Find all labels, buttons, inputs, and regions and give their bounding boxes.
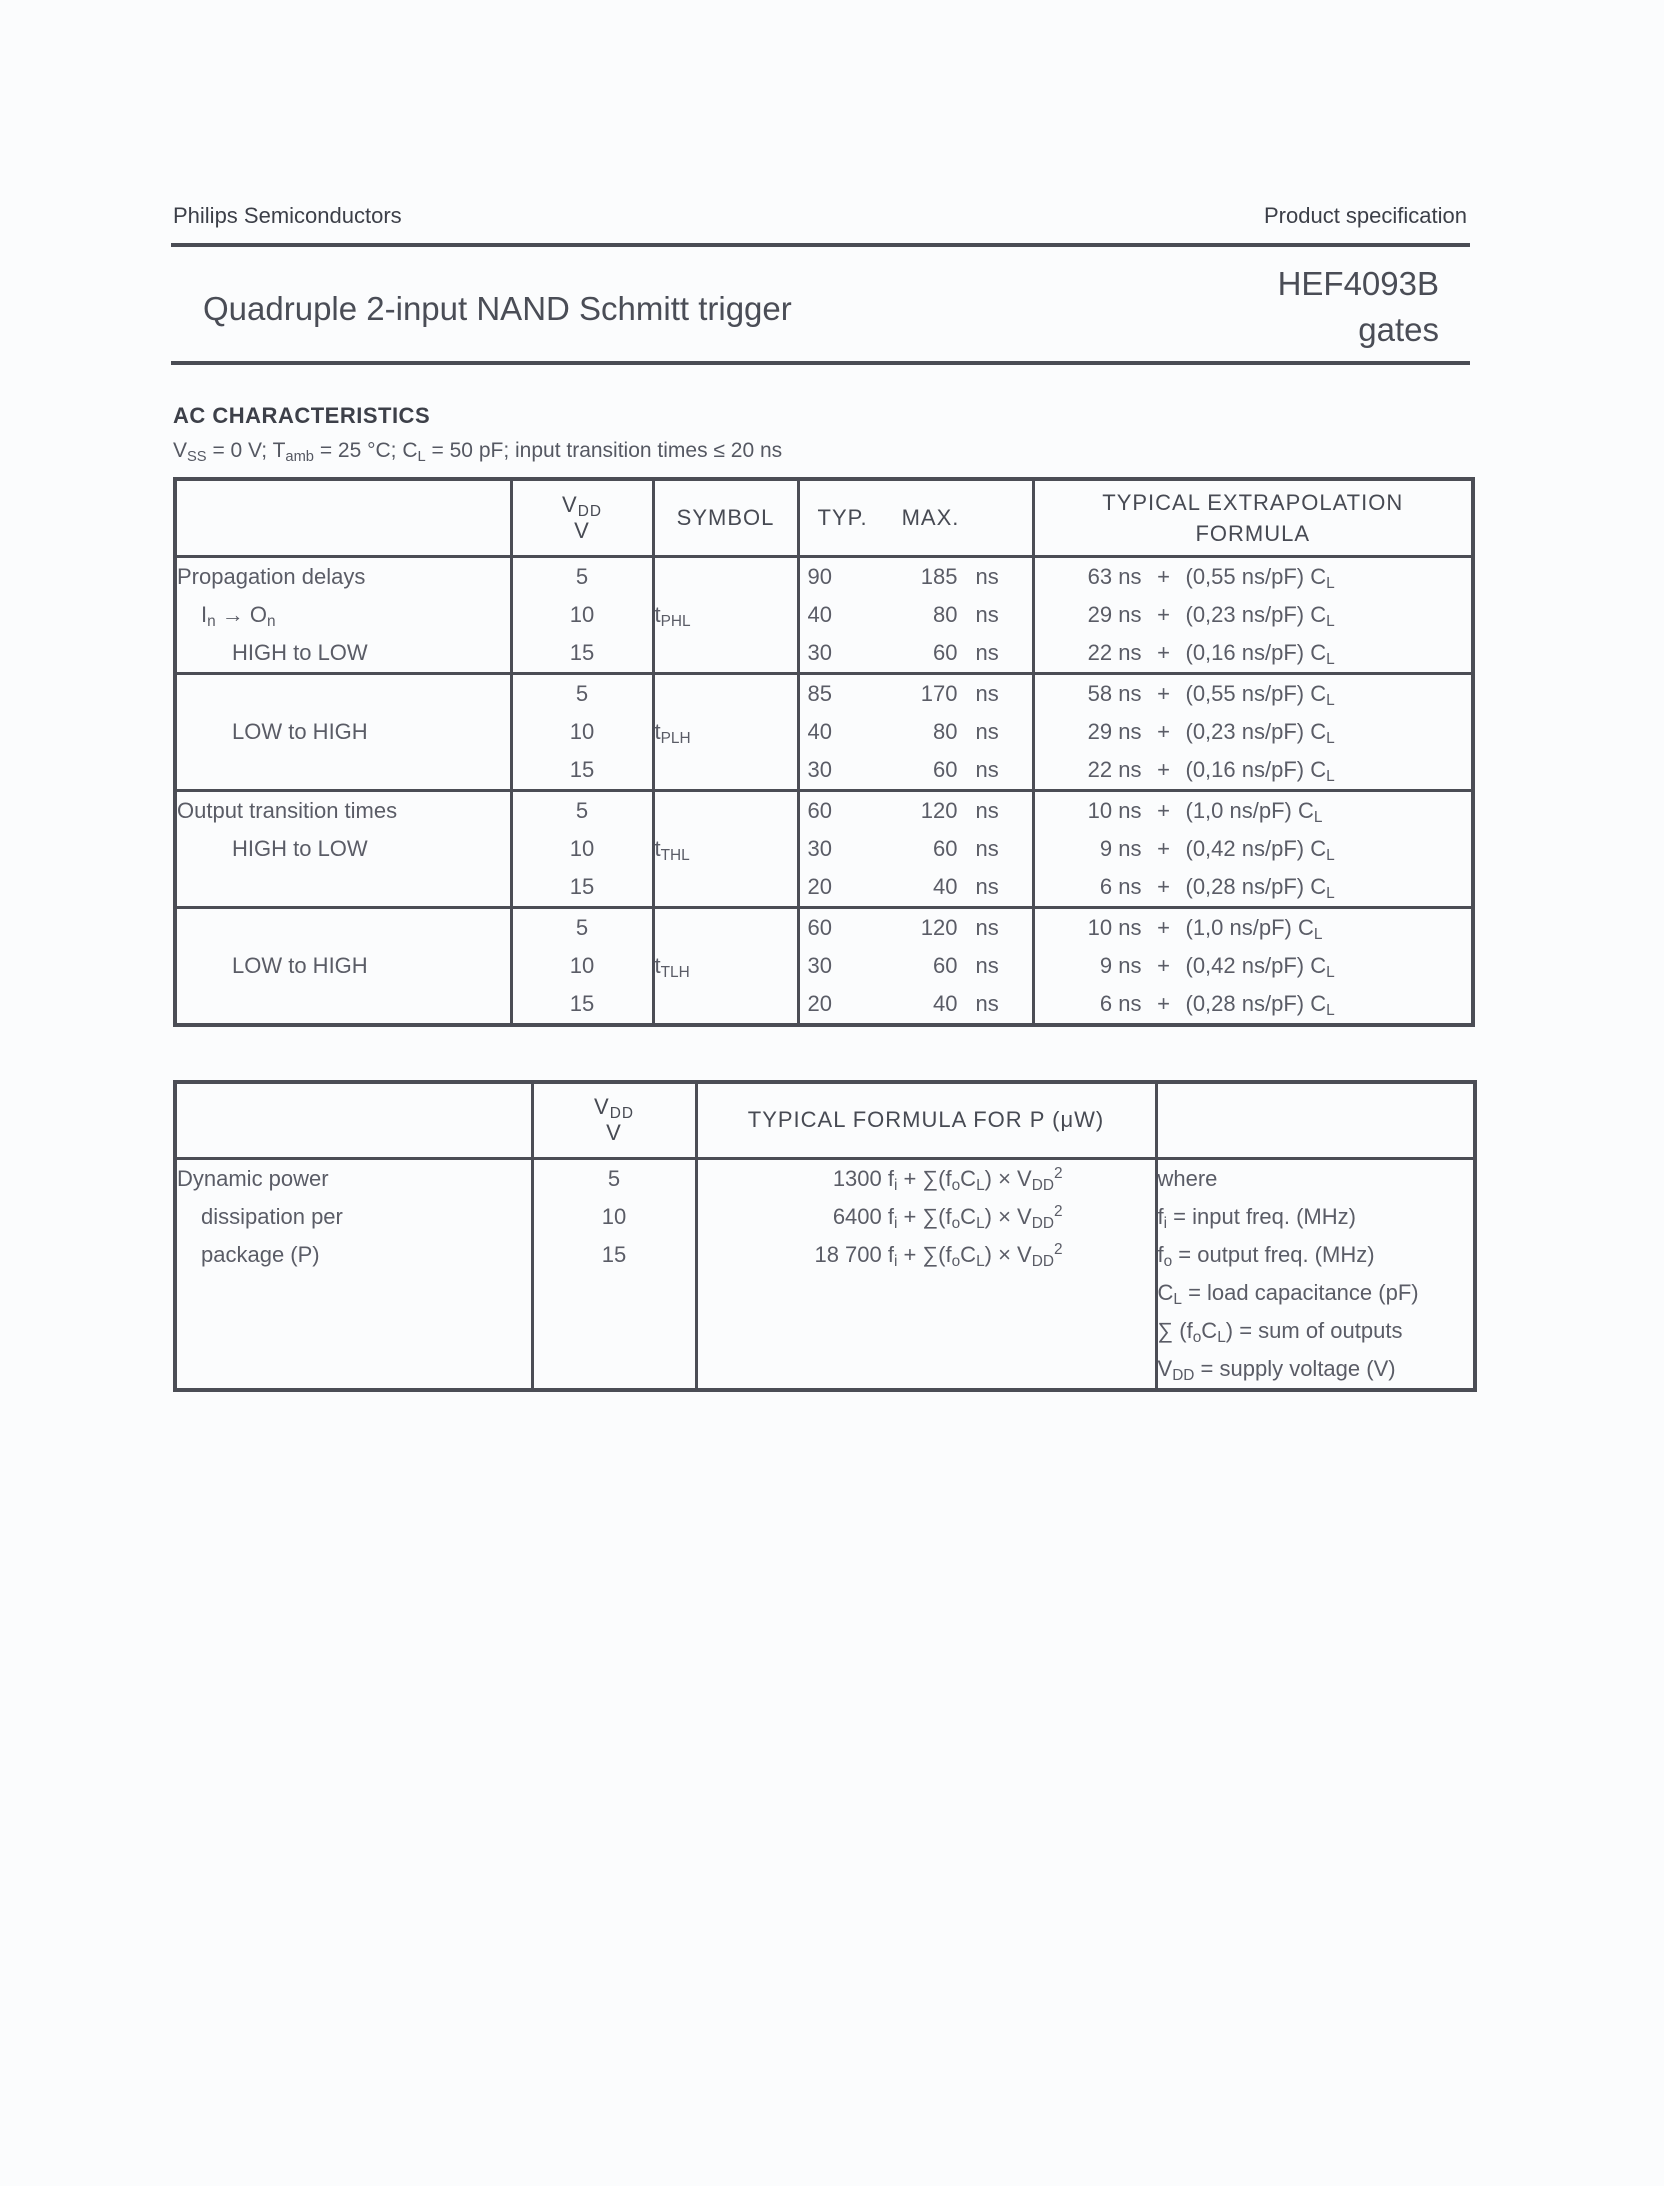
ac-characteristics-table <box>173 477 1475 1027</box>
header-power-formula: TYPICAL FORMULA FOR P (μW) <box>696 1082 1156 1158</box>
formula-cell: 63 ns + (0,55 ns/pF) $C_L$ 29 ns + (0,23 ns/pF) $C_L$ 22 ns + (0,16 ns/pF) $C_L$ <box>1033 556 1473 673</box>
symbol-cell: $t_{PLH}$ <box>653 673 798 790</box>
table-row <box>175 790 1473 907</box>
part-number-block <box>1278 261 1439 353</box>
section-title: AC CHARACTERISTICS <box>173 403 431 428</box>
vdd-cell: 5 10 15 <box>511 907 653 1025</box>
header-formula: TYPICAL EXTRAPOLATION FORMULA <box>1033 479 1473 556</box>
vdd-cell: 5 10 15 <box>511 556 653 673</box>
table-row <box>175 907 1473 1025</box>
table-header-row <box>175 479 1473 556</box>
symbol-cell: $t_{THL}$ <box>653 790 798 907</box>
typ-max-cell: 90 185 ns 40 80 ns 30 60 ns <box>798 556 1033 673</box>
typ-max-cell: 60 120 ns 30 60 ns 20 40 ns <box>798 790 1033 907</box>
header-vdd: $V_{DD}$ V <box>532 1082 696 1158</box>
part-number: HEF4093B <box>1277 265 1439 302</box>
header-symbol: SYMBOL <box>653 479 798 556</box>
symbol-cell: $t_{PHL}$ <box>653 556 798 673</box>
parameter-cell: LOW to HIGH <box>232 952 368 978</box>
notes-cell: where $f_i$ = input freq. (MHz) $f_o$ = output freq. (MHz) $C_L$ = load capacitance (pF) ∑ $(f_oC_L)$ = sum of outputs $V_{DD}$ = supply voltage (V) <box>1156 1158 1475 1390</box>
header-typ-max: TYP. MAX. <box>798 479 1033 556</box>
page-title: Quadruple 2-input NAND Schmitt trigger <box>203 290 792 327</box>
table-row <box>175 1158 1475 1390</box>
typ-max-cell: 60 120 ns 30 60 ns 20 40 ns <box>798 907 1033 1025</box>
formula-cell: 10 ns + (1,0 ns/pF) $C_L$ 9 ns + (0,42 ns/pF) $C_L$ 6 ns + (0,28 ns/pF) $C_L$ <box>1033 907 1473 1025</box>
power-formula-cell: 1300 $f_i + \sum(f_oC_L) \times V_{DD}^2$ 6400 $f_i + \sum(f_oC_L) \times V_{DD}^2$ 18 700 $f_i + \sum(f_oC_L) \times V_{DD}^2$ <box>696 1158 1156 1390</box>
formula-cell: 10 ns + (1,0 ns/pF) $C_L$ 9 ns + (0,42 ns/pF) $C_L$ 6 ns + (0,28 ns/pF) $C_L$ <box>1033 790 1473 907</box>
header-rule-bottom <box>171 361 1470 365</box>
vdd-cell: 5 10 15 <box>511 790 653 907</box>
typ-max-cell: 85 170 ns 40 80 ns 30 60 ns <box>798 673 1033 790</box>
document-type: Product specification <box>1264 203 1467 228</box>
header-rule-top <box>171 243 1470 247</box>
formula-cell: 58 ns + (0,55 ns/pF) $C_L$ 29 ns + (0,23 ns/pF) $C_L$ 22 ns + (0,16 ns/pF) $C_L$ <box>1033 673 1473 790</box>
parameter-cell: Output transition times HIGH to LOW <box>177 797 398 861</box>
parameter-cell: LOW to HIGH <box>232 718 368 744</box>
header-blank <box>175 1082 532 1158</box>
header-vdd: $V_{DD}$ V <box>511 479 653 556</box>
company-name: Philips Semiconductors <box>173 203 402 228</box>
table-row <box>175 673 1473 790</box>
table-header-row <box>175 1082 1475 1158</box>
symbol-cell: $t_{TLH}$ <box>653 907 798 1025</box>
parameter-cell: Dynamic power dissipation per package (P) <box>177 1165 343 1267</box>
table-row <box>175 556 1473 673</box>
header-notes <box>1156 1082 1475 1158</box>
vdd-cell: 5 10 15 <box>532 1158 696 1390</box>
parameter-cell: Propagation delays $I_n \to O_n$ HIGH to LOW <box>177 563 368 665</box>
power-dissipation-table <box>173 1080 1477 1392</box>
vdd-cell: 5 10 15 <box>511 673 653 790</box>
part-family: gates <box>1358 311 1439 348</box>
header-blank <box>175 479 511 556</box>
test-conditions: $V_{SS} = 0$ V; $T_{amb} = 25$ °C; $C_L = 50$ pF; input transition times ≤ 20 ns <box>173 439 783 465</box>
